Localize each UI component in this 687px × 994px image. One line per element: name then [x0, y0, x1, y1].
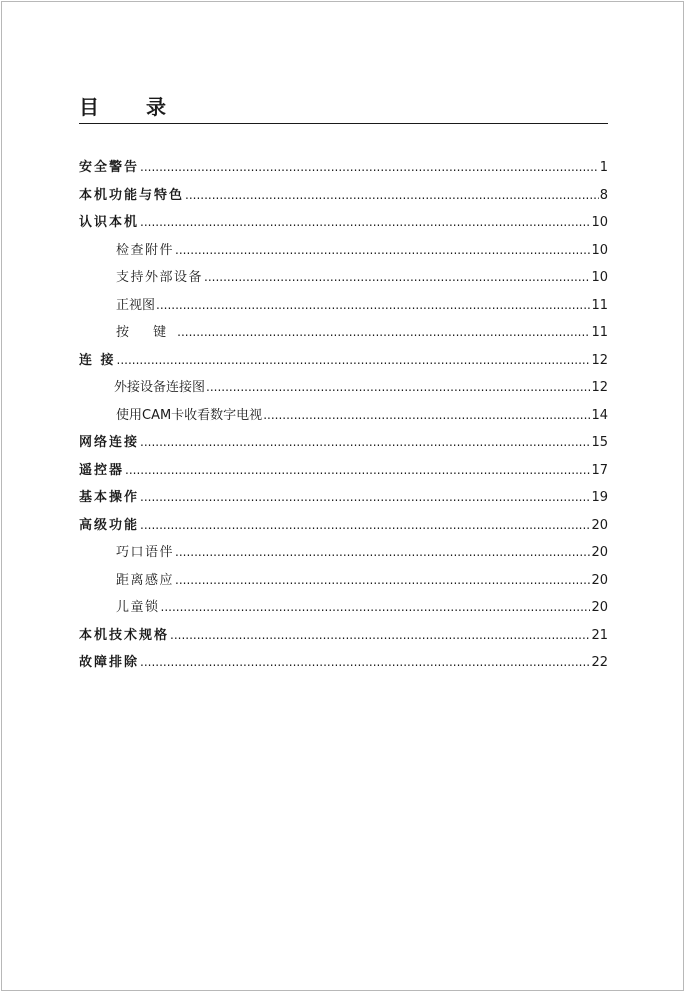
- toc-entry-buttons[interactable]: [79, 321, 608, 349]
- toc-entry-troubleshooting[interactable]: [79, 651, 608, 679]
- dot-leader: [177, 321, 590, 343]
- toc-label: 故障排除: [79, 655, 140, 670]
- dot-leader: [175, 239, 590, 261]
- dot-leader: [140, 211, 590, 233]
- dot-leader: [140, 486, 590, 508]
- toc-entry-distance-sensing[interactable]: [79, 569, 608, 597]
- toc-page-number: 17: [591, 462, 608, 478]
- toc-page-number: 8: [599, 187, 608, 203]
- toc-page-number: 14: [591, 407, 608, 423]
- dot-leader: [140, 514, 590, 536]
- toc-label: 安全警告: [79, 160, 140, 175]
- toc-entry-connection-diagram[interactable]: [79, 376, 608, 404]
- toc-entry-cam-card[interactable]: [79, 404, 608, 432]
- toc-page-number: 20: [591, 517, 608, 533]
- dot-leader: [263, 404, 590, 426]
- toc-entry-features[interactable]: [79, 184, 608, 212]
- dot-leader: [125, 459, 590, 481]
- dot-leader: [140, 651, 590, 673]
- toc-page-number: 19: [591, 490, 608, 505]
- toc-label: 遥控器: [79, 462, 125, 478]
- toc-entry-voice-companion[interactable]: [79, 541, 608, 569]
- dot-leader: [156, 294, 590, 316]
- dot-leader: [175, 569, 590, 591]
- toc-entry-front-view[interactable]: [79, 294, 608, 322]
- toc-label: 本机功能与特色: [79, 187, 185, 203]
- toc-entry-connection[interactable]: [79, 349, 608, 377]
- toc-entry-specifications[interactable]: [79, 624, 608, 652]
- dot-leader: [140, 431, 590, 453]
- dot-leader: [161, 596, 591, 618]
- toc-page-number: 12: [591, 352, 608, 368]
- toc-label: 本机技术规格: [79, 627, 170, 643]
- dot-leader: [117, 349, 591, 371]
- toc-label: 儿童锁: [116, 600, 160, 615]
- toc-page-number: 10: [591, 215, 608, 230]
- toc-page-number: 22: [591, 655, 608, 670]
- toc-label: 基本操作: [79, 490, 140, 505]
- toc-page-number: 15: [591, 435, 608, 450]
- toc-page-number: 21: [591, 627, 608, 643]
- toc-header: [79, 93, 608, 124]
- toc-page-number: 12: [591, 380, 608, 395]
- toc-label: 高级功能: [79, 517, 140, 533]
- toc-page-number: 10: [591, 270, 608, 285]
- dot-leader: [204, 266, 590, 288]
- toc-page-number: 11: [591, 325, 608, 340]
- toc-entry-check-accessories[interactable]: [79, 239, 608, 267]
- toc-entry-child-lock[interactable]: [79, 596, 608, 624]
- toc-page-number: 20: [591, 572, 608, 588]
- toc-page-number: 20: [591, 600, 608, 615]
- toc-page-number: 1: [599, 160, 608, 175]
- toc-label: 使用CAM卡收看数字电视: [116, 407, 263, 423]
- toc-entry-basic-operation[interactable]: [79, 486, 608, 514]
- toc-entry-network[interactable]: [79, 431, 608, 459]
- toc-page-number: 10: [591, 242, 608, 258]
- toc-label: 网络连接: [79, 435, 140, 450]
- dot-leader: [140, 156, 599, 178]
- toc-entry-external-devices[interactable]: [79, 266, 608, 294]
- dot-leader: [206, 376, 590, 398]
- toc-label: 按 键: [116, 325, 177, 340]
- dot-leader: [170, 624, 590, 646]
- dot-leader: [175, 541, 590, 563]
- toc-label: 巧口语伴: [116, 545, 175, 560]
- toc-page-number: 20: [591, 545, 608, 560]
- toc-label: 连 接: [79, 352, 116, 368]
- toc-entry-safety-warning[interactable]: [79, 156, 608, 184]
- page-title: 目 录: [79, 95, 186, 119]
- toc-entry-advanced-functions[interactable]: [79, 514, 608, 542]
- toc-page-number: 11: [591, 297, 608, 313]
- toc-label: 支持外部设备: [116, 270, 204, 285]
- toc-label: 正视图: [116, 297, 156, 313]
- toc-entry-remote-control[interactable]: [79, 459, 608, 487]
- toc-label: 外接设备连接图: [114, 380, 206, 395]
- table-of-contents: [79, 156, 608, 679]
- toc-label: 距离感应: [116, 572, 175, 588]
- dot-leader: [185, 184, 599, 206]
- toc-label: 检查附件: [116, 242, 175, 258]
- toc-entry-getting-to-know[interactable]: [79, 211, 608, 239]
- toc-label: 认识本机: [79, 215, 140, 230]
